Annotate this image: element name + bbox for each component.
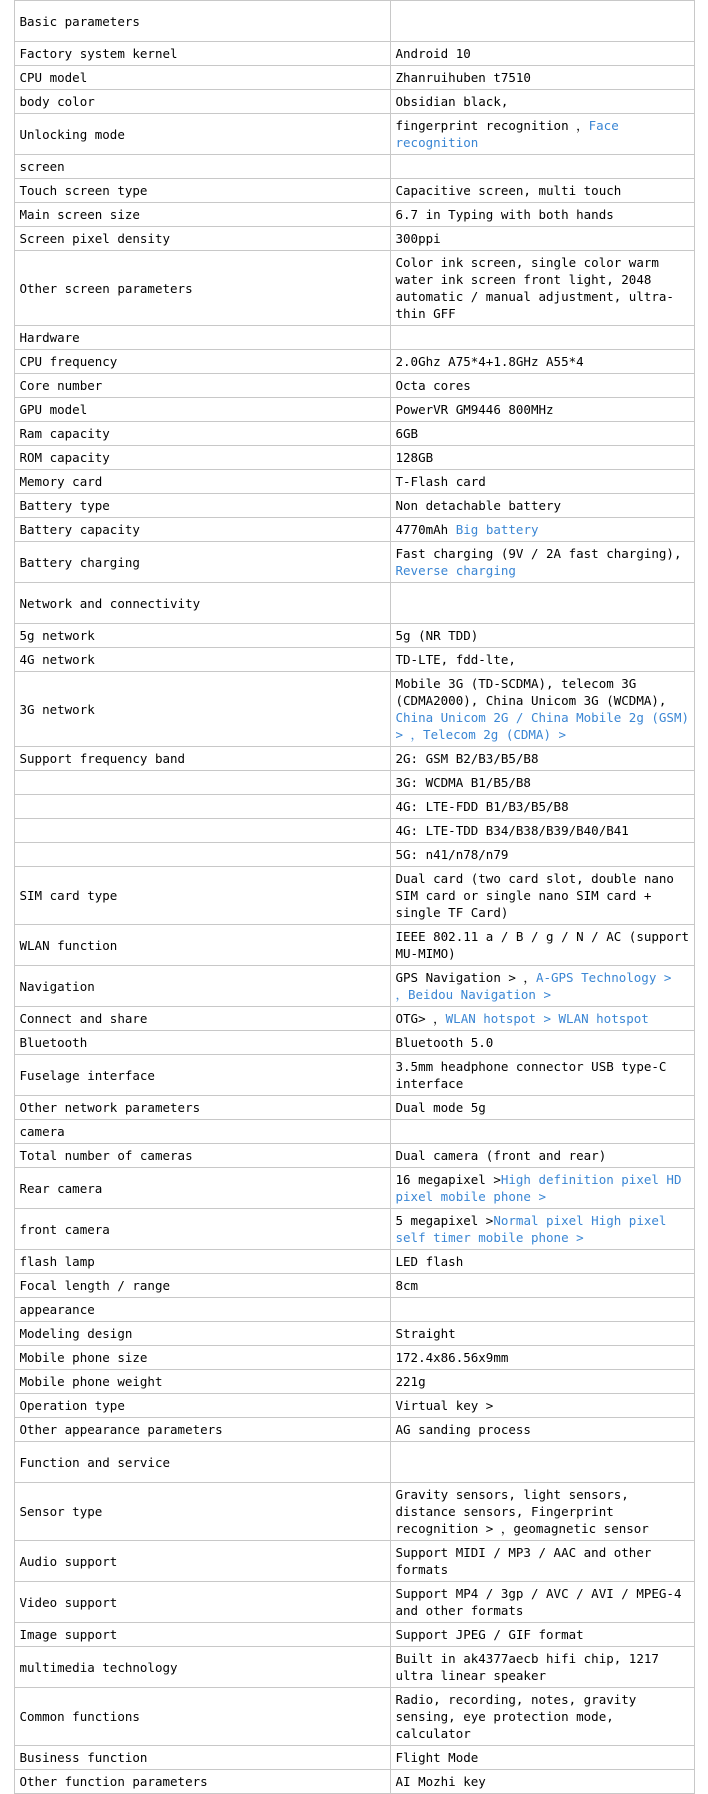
spec-value: 4G: LTE-TDD B34/B38/B39/B40/B41 (390, 819, 694, 843)
spec-value: 221g (390, 1370, 694, 1394)
spec-value: TD-LTE, fdd-lte, (390, 648, 694, 672)
spec-label (14, 795, 390, 819)
table-row (14, 179, 694, 203)
spec-value-link[interactable]: Big battery (455, 522, 539, 537)
spec-value: Dual card (two card slot, double nano SIM card or single nano SIM card + single TF Card) (390, 867, 694, 925)
spec-label: front camera (14, 1209, 390, 1250)
table-row (14, 867, 694, 925)
spec-value: T-Flash card (390, 470, 694, 494)
spec-value (390, 672, 694, 747)
spec-value: 6GB (390, 422, 694, 446)
table-row (14, 1483, 694, 1541)
spec-value: 5G: n41/n78/n79 (390, 843, 694, 867)
spec-value: Radio, recording, notes, gravity sensing, eye protection mode, calculator (390, 1688, 694, 1746)
spec-label: Touch screen type (14, 179, 390, 203)
table-row (14, 583, 694, 624)
spec-label: Video support (14, 1582, 390, 1623)
spec-label: Function and service (14, 1442, 390, 1483)
spec-label: Memory card (14, 470, 390, 494)
spec-label: CPU model (14, 66, 390, 90)
specifications-table-body (14, 1, 694, 1794)
table-row (14, 624, 694, 648)
spec-value-text: fingerprint recognition ， (395, 118, 589, 133)
spec-label: Mobile phone size (14, 1346, 390, 1370)
spec-value (390, 583, 694, 624)
spec-label: body color (14, 90, 390, 114)
spec-value: IEEE 802.11 a / B / g / N / AC (support MU-MIMO) (390, 925, 694, 966)
spec-value-text: GPS Navigation > ， (395, 970, 536, 985)
spec-value-text: Mobile 3G (TD-SCDMA), telecom 3G (CDMA2000), China Unicom 3G (WCDMA), (395, 676, 667, 708)
spec-value-link[interactable]: Normal pixel High pixel self timer mobile phone > (395, 1213, 667, 1245)
spec-label: multimedia technology (14, 1647, 390, 1688)
spec-label: Other network parameters (14, 1096, 390, 1120)
table-row (14, 326, 694, 350)
spec-value: Obsidian black, (390, 90, 694, 114)
table-row (14, 155, 694, 179)
spec-value: Dual camera (front and rear) (390, 1144, 694, 1168)
spec-label: Hardware (14, 326, 390, 350)
table-row (14, 1322, 694, 1346)
spec-value: Support MP4 / 3gp / AVC / AVI / MPEG-4 and other formats (390, 1582, 694, 1623)
spec-label (14, 771, 390, 795)
table-row (14, 1647, 694, 1688)
spec-label: ROM capacity (14, 446, 390, 470)
spec-label: Total number of cameras (14, 1144, 390, 1168)
spec-value: Support JPEG / GIF format (390, 1623, 694, 1647)
table-row (14, 203, 694, 227)
table-row (14, 747, 694, 771)
table-row (14, 1168, 694, 1209)
spec-label: screen (14, 155, 390, 179)
spec-label: 5g network (14, 624, 390, 648)
spec-value: AG sanding process (390, 1418, 694, 1442)
spec-label: Audio support (14, 1541, 390, 1582)
spec-value: Gravity sensors, light sensors, distance sensors, Fingerprint recognition > ，geomagnetic sensor (390, 1483, 694, 1541)
spec-value (390, 1298, 694, 1322)
spec-value: Bluetooth 5.0 (390, 1031, 694, 1055)
table-row (14, 114, 694, 155)
spec-value (390, 542, 694, 583)
spec-label: Other appearance parameters (14, 1418, 390, 1442)
spec-value: AI Mozhi key (390, 1770, 694, 1794)
spec-value (390, 1209, 694, 1250)
spec-value (390, 1442, 694, 1483)
spec-label: Network and connectivity (14, 583, 390, 624)
spec-value: Built in ak4377aecb hifi chip, 1217 ultra linear speaker (390, 1647, 694, 1688)
spec-value: Capacitive screen, multi touch (390, 179, 694, 203)
spec-label: Fuselage interface (14, 1055, 390, 1096)
table-row (14, 470, 694, 494)
spec-value (390, 114, 694, 155)
table-row (14, 1096, 694, 1120)
spec-label: Core number (14, 374, 390, 398)
spec-label: Battery charging (14, 542, 390, 583)
spec-value-text: 5 megapixel > (395, 1213, 494, 1228)
table-row (14, 795, 694, 819)
table-row (14, 1623, 694, 1647)
spec-value: Support MIDI / MP3 / AAC and other formats (390, 1541, 694, 1582)
spec-label: WLAN function (14, 925, 390, 966)
spec-value: 128GB (390, 446, 694, 470)
spec-label: Battery type (14, 494, 390, 518)
table-row (14, 1144, 694, 1168)
spec-label: Modeling design (14, 1322, 390, 1346)
spec-value (390, 966, 694, 1007)
spec-value-link[interactable]: Face recognition (395, 118, 619, 150)
spec-value: Android 10 (390, 42, 694, 66)
spec-label: Ram capacity (14, 422, 390, 446)
spec-label: Main screen size (14, 203, 390, 227)
spec-label: Factory system kernel (14, 42, 390, 66)
spec-label: 4G network (14, 648, 390, 672)
table-row (14, 925, 694, 966)
spec-value (390, 155, 694, 179)
spec-value (390, 326, 694, 350)
spec-value: 5g (NR TDD) (390, 624, 694, 648)
table-row (14, 422, 694, 446)
spec-value-link[interactable]: Reverse charging (395, 563, 516, 578)
spec-label: Navigation (14, 966, 390, 1007)
spec-value: Dual mode 5g (390, 1096, 694, 1120)
table-row (14, 374, 694, 398)
spec-value-text: OTG> ， (395, 1011, 446, 1026)
spec-label: Other screen parameters (14, 251, 390, 326)
spec-value: 2.0Ghz A75*4+1.8GHz A55*4 (390, 350, 694, 374)
spec-label: Sensor type (14, 1483, 390, 1541)
spec-value-text: 4770mAh (395, 522, 456, 537)
table-row (14, 771, 694, 795)
table-row (14, 1746, 694, 1770)
spec-value: 3.5mm headphone connector USB type-C interface (390, 1055, 694, 1096)
spec-value: LED flash (390, 1250, 694, 1274)
spec-value: 2G: GSM B2/B3/B5/B8 (390, 747, 694, 771)
spec-value: 3G: WCDMA B1/B5/B8 (390, 771, 694, 795)
table-row (14, 1120, 694, 1144)
spec-value-link[interactable]: WLAN hotspot > WLAN hotspot (445, 1011, 649, 1026)
table-row (14, 251, 694, 326)
spec-label: GPU model (14, 398, 390, 422)
spec-value: Flight Mode (390, 1746, 694, 1770)
spec-value-text: Fast charging (9V / 2A fast charging), (395, 546, 682, 561)
table-row (14, 1582, 694, 1623)
table-row (14, 1274, 694, 1298)
table-row (14, 819, 694, 843)
spec-label: Other function parameters (14, 1770, 390, 1794)
spec-value: PowerVR GM9446 800MHz (390, 398, 694, 422)
table-row (14, 494, 694, 518)
specifications-table (14, 0, 695, 1794)
table-row (14, 1055, 694, 1096)
spec-value: 172.4x86.56x9mm (390, 1346, 694, 1370)
spec-value: Color ink screen, single color warm water ink screen front light, 2048 automatic / manual adjustment, ultra-thin GFF (390, 251, 694, 326)
spec-value-text: 16 megapixel > (395, 1172, 501, 1187)
spec-label: Operation type (14, 1394, 390, 1418)
table-row (14, 518, 694, 542)
spec-label: Common functions (14, 1688, 390, 1746)
table-row (14, 227, 694, 251)
spec-label: CPU frequency (14, 350, 390, 374)
spec-label: Business function (14, 1746, 390, 1770)
table-row (14, 1370, 694, 1394)
table-row (14, 1250, 694, 1274)
spec-label: Focal length / range (14, 1274, 390, 1298)
spec-value: 6.7 in Typing with both hands (390, 203, 694, 227)
table-row (14, 398, 694, 422)
spec-label: appearance (14, 1298, 390, 1322)
table-row (14, 843, 694, 867)
spec-value: Zhanruihuben t7510 (390, 66, 694, 90)
spec-value: Virtual key > (390, 1394, 694, 1418)
table-row (14, 350, 694, 374)
spec-value (390, 1120, 694, 1144)
table-row (14, 1770, 694, 1794)
table-row (14, 966, 694, 1007)
spec-label: Rear camera (14, 1168, 390, 1209)
table-row (14, 672, 694, 747)
spec-label: Connect and share (14, 1007, 390, 1031)
spec-value: Straight (390, 1322, 694, 1346)
spec-label: Bluetooth (14, 1031, 390, 1055)
table-row (14, 66, 694, 90)
spec-label: Image support (14, 1623, 390, 1647)
spec-value: 4G: LTE-FDD B1/B3/B5/B8 (390, 795, 694, 819)
table-row (14, 1541, 694, 1582)
table-row (14, 1007, 694, 1031)
table-row (14, 1688, 694, 1746)
table-row (14, 446, 694, 470)
spec-label: 3G network (14, 672, 390, 747)
spec-label: Battery capacity (14, 518, 390, 542)
spec-value-link[interactable]: High definition pixel HD pixel mobile phone > (395, 1172, 682, 1204)
spec-value-link[interactable]: A-GPS Technology > ，Beidou Navigation > (395, 970, 672, 1002)
spec-value (390, 1, 694, 42)
spec-value (390, 518, 694, 542)
table-row (14, 542, 694, 583)
table-row (14, 90, 694, 114)
table-row (14, 1, 694, 42)
spec-value-link[interactable]: China Unicom 2G / China Mobile 2g (GSM) > ，Telecom 2g (CDMA) > (395, 710, 689, 742)
table-row (14, 1031, 694, 1055)
table-row (14, 648, 694, 672)
table-row (14, 1442, 694, 1483)
table-row (14, 1418, 694, 1442)
spec-label: camera (14, 1120, 390, 1144)
spec-label: Screen pixel density (14, 227, 390, 251)
table-row (14, 1209, 694, 1250)
spec-value (390, 1007, 694, 1031)
table-row (14, 1298, 694, 1322)
spec-value: 300ppi (390, 227, 694, 251)
spec-value: 8cm (390, 1274, 694, 1298)
spec-value: Non detachable battery (390, 494, 694, 518)
table-row (14, 1394, 694, 1418)
spec-label: Unlocking mode (14, 114, 390, 155)
spec-label: Support frequency band (14, 747, 390, 771)
table-row (14, 1346, 694, 1370)
spec-label: Basic parameters (14, 1, 390, 42)
spec-label: SIM card type (14, 867, 390, 925)
spec-label (14, 819, 390, 843)
table-row (14, 42, 694, 66)
spec-value: Octa cores (390, 374, 694, 398)
spec-value (390, 1168, 694, 1209)
spec-label: Mobile phone weight (14, 1370, 390, 1394)
spec-label: flash lamp (14, 1250, 390, 1274)
spec-label (14, 843, 390, 867)
